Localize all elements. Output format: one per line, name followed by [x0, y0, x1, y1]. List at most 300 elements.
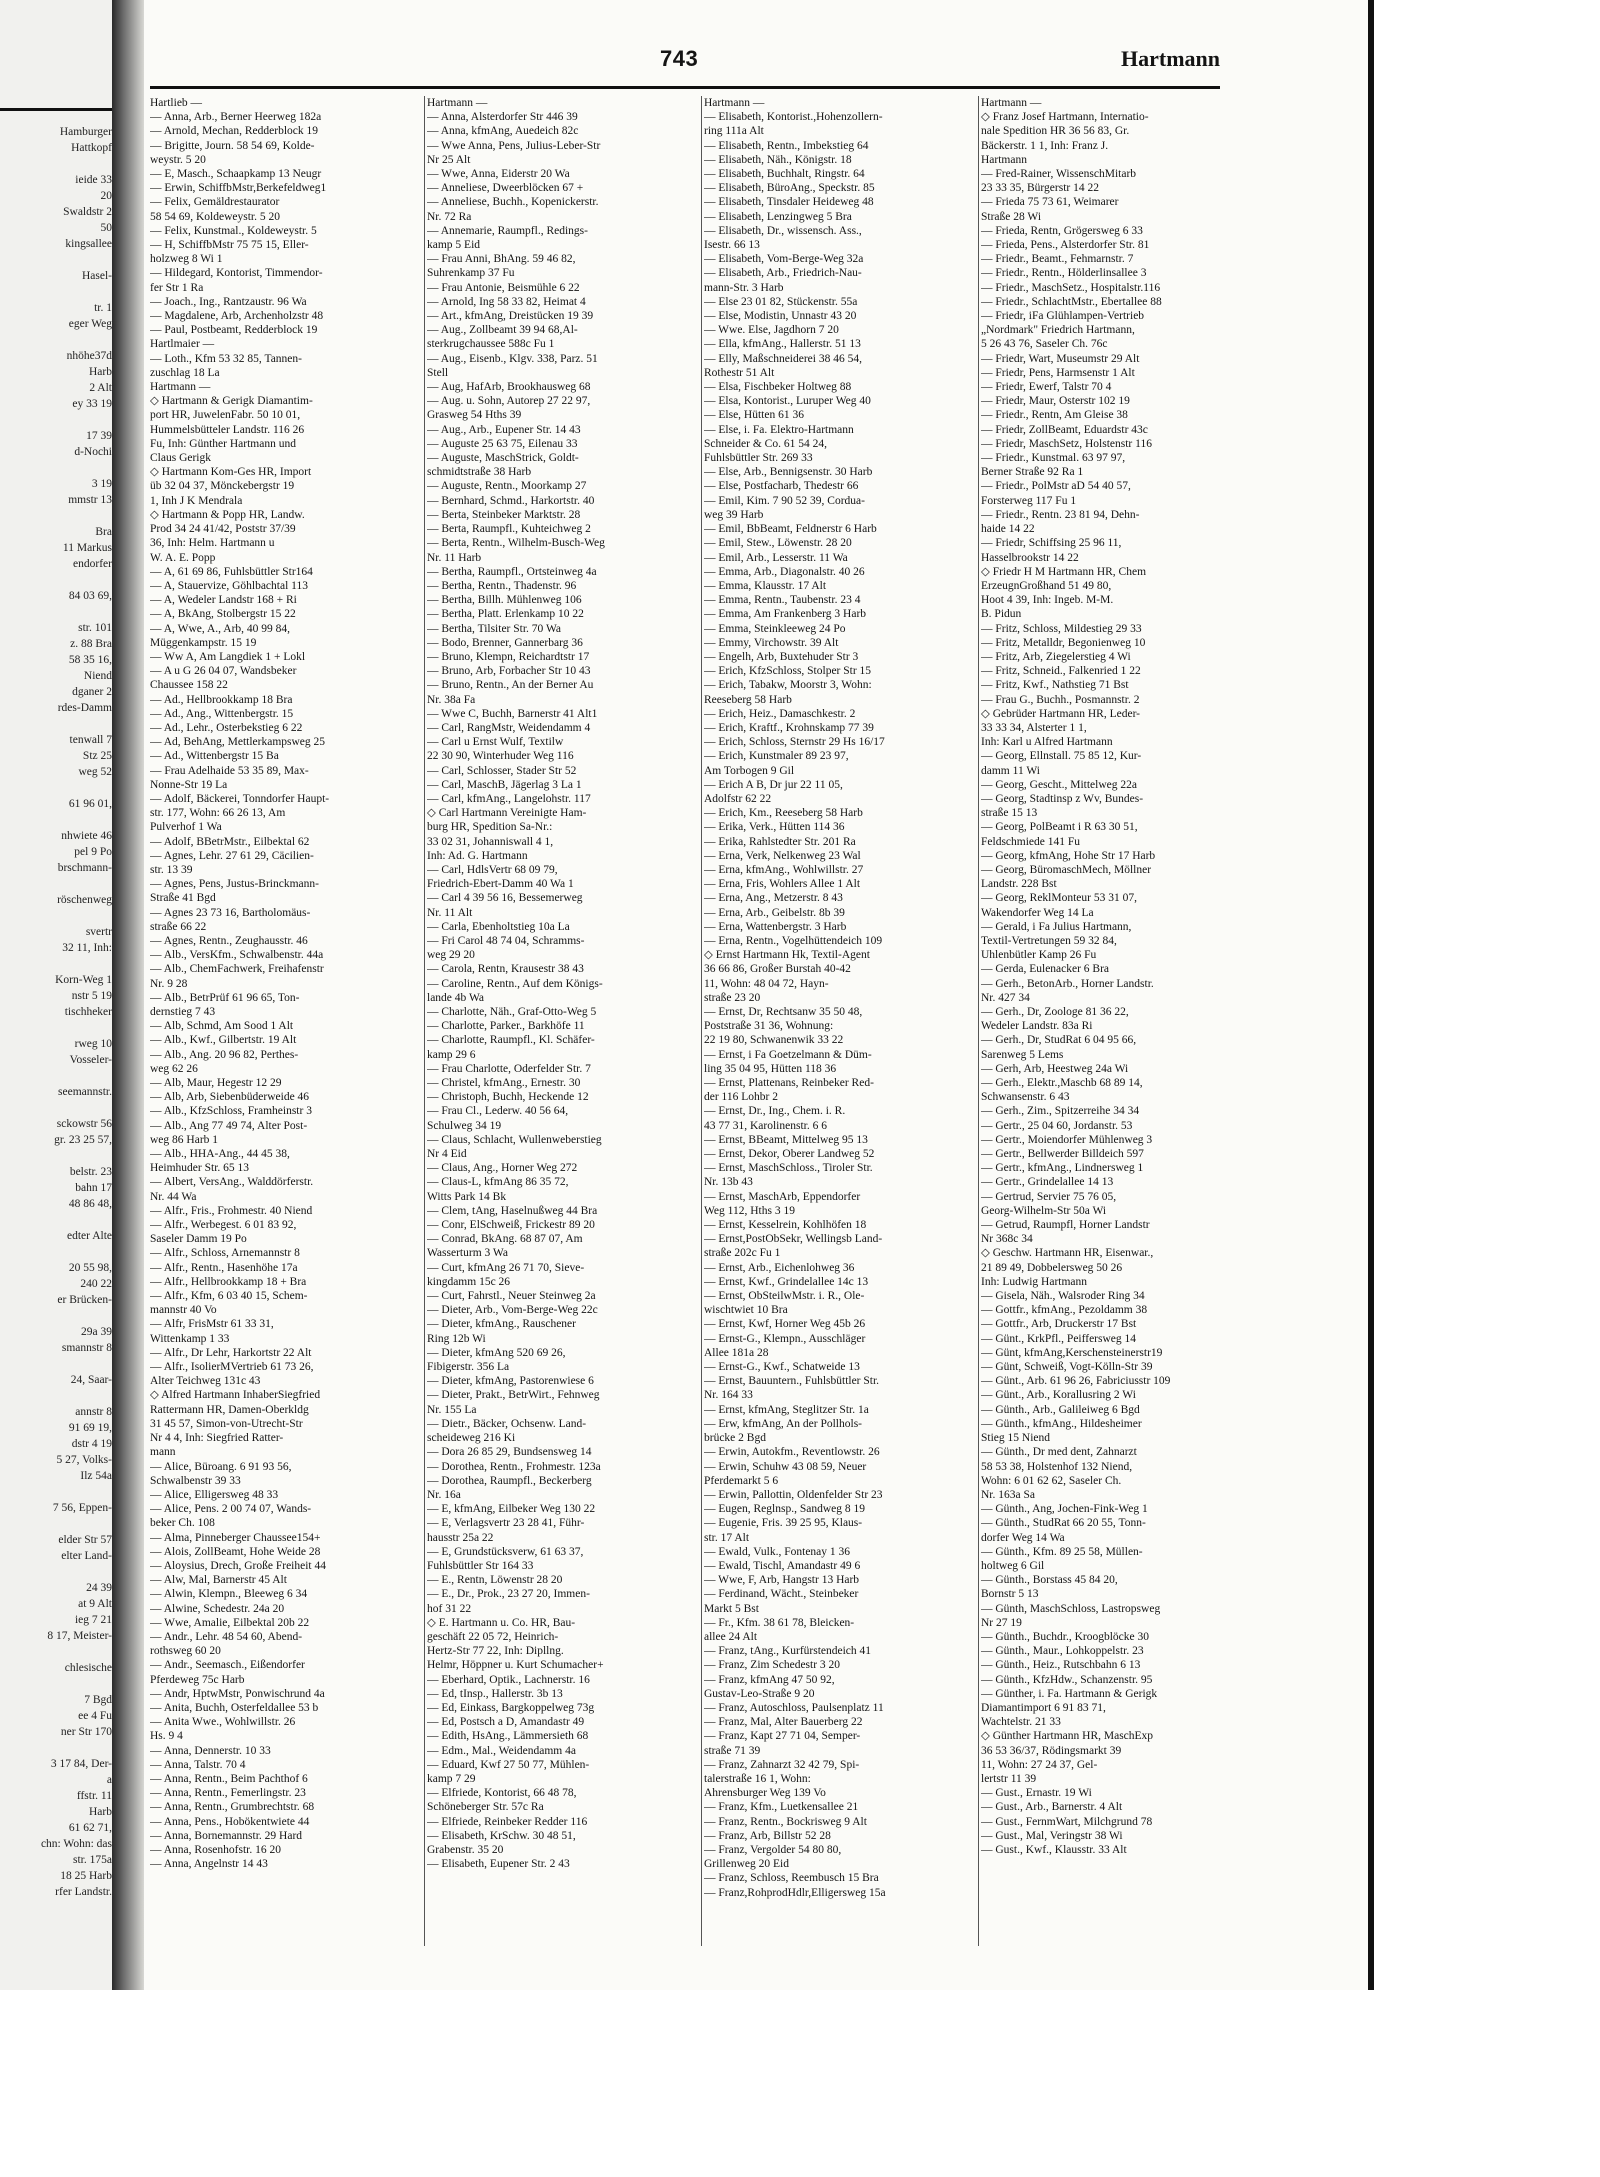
directory-entry: — Anna, kfmAng, Auedeich 82c	[427, 125, 579, 138]
directory-entry: Grasweg 54 Hths 39	[427, 409, 522, 422]
directory-entry: — Ed, Postsch a D, Amandastr 49	[427, 1716, 585, 1729]
left-page-line: ey 33 19	[72, 398, 112, 410]
directory-entry: — Dieter, Prakt., BetrWirt., Fehnweg	[427, 1389, 600, 1402]
directory-entry: — Ernst, i Fa Goetzelmann & Düm-	[704, 1048, 872, 1061]
directory-entry: — Frau Charlotte, Oderfelder Str. 7	[427, 1062, 591, 1075]
page-number: 743	[660, 46, 699, 71]
directory-entry: — Friedr, Maur, Osterstr 102 19	[981, 395, 1130, 408]
directory-entry: — Andr., Seemasch., Eißendorfer	[150, 1659, 305, 1672]
directory-entry: — Alb., KfzSchloss, Framheinstr 3	[150, 1105, 312, 1118]
directory-entry: Hartmann —	[150, 381, 211, 394]
directory-entry: — Gertr., 25 04 60, Jordanstr. 53	[981, 1119, 1133, 1132]
directory-entry: — Alice, Pens. 2 00 74 07, Wands-	[150, 1503, 312, 1516]
directory-entry: Allee 181a 28	[704, 1346, 769, 1359]
directory-entry: allee 24 Alt	[704, 1630, 758, 1643]
directory-entry: — Andr, HptwMstr, Ponwischrund 4a	[150, 1687, 325, 1700]
left-page-rule	[0, 108, 112, 111]
directory-entry: — Günth., StudRat 66 20 55, Tonn-	[981, 1517, 1146, 1530]
directory-entry: — Erich, Kunstmaler 89 23 97,	[704, 750, 849, 763]
directory-entry: — Christoph, Buchh, Heckende 12	[427, 1091, 589, 1104]
directory-entry: ◇ Hartmann & Gerigk Diamantim-	[150, 395, 313, 408]
header-rule	[150, 86, 1220, 89]
directory-entry: — Friedr., Rentn., Hölderlinsallee 3	[981, 267, 1147, 280]
directory-entry: — Frau G., Buchh., Posmannstr. 2	[981, 693, 1140, 706]
directory-entry: straße 66 22	[150, 920, 207, 933]
directory-entry: — Caroline, Rentn., Auf dem Königs-	[427, 977, 603, 990]
directory-entry: — Wwe C, Buchh, Barnerstr 41 Alt1	[427, 707, 598, 720]
left-page-line: 20	[100, 190, 112, 202]
left-page-line: d-Nochi	[74, 446, 112, 458]
column-divider	[978, 96, 979, 1946]
directory-entry: — Eugen, Reglnsp., Sandweg 8 19	[704, 1503, 865, 1516]
directory-entry: — Claus, Ang., Horner Weg 272	[427, 1162, 578, 1175]
directory-entry: — Fritz, Metalldr, Begonienweg 10	[981, 636, 1146, 649]
directory-entry: geschäft 22 05 72, Heinrich-	[427, 1630, 559, 1643]
directory-entry: Straße 41 Bgd	[150, 892, 216, 905]
directory-entry: — Anneliese, Buchh., Kopenickerstr.	[427, 196, 599, 209]
left-page-line: Vosseler-	[69, 1054, 112, 1066]
directory-entry: — Fri Carol 48 74 04, Schramms-	[427, 934, 585, 947]
directory-entry: — Gertr., kfmAng., Lindnersweg 1	[981, 1162, 1144, 1175]
directory-entry: — Alb, Schmd, Am Sood 1 Alt	[150, 1020, 294, 1033]
left-page-line: z. 88 Bra	[70, 638, 112, 650]
directory-entry: Weg 112, Hths 3 19	[704, 1204, 795, 1217]
directory-entry: — Wwe Anna, Pens, Julius-Leber-Str	[427, 139, 601, 152]
directory-entry: — Ernst-G., Kwf., Schatweide 13	[704, 1361, 860, 1374]
left-page-line: seemannstr.	[58, 1086, 112, 1098]
directory-entry: — Frau Anni, BhAng. 59 46 82,	[427, 253, 576, 266]
directory-entry: kamp 7 29	[427, 1772, 476, 1785]
directory-entry: — Anneliese, Dweerblöcken 67 +	[427, 182, 584, 195]
directory-entry: Hartlmaier —	[150, 338, 215, 351]
left-page-line	[0, 1644, 112, 1660]
directory-entry: üb 32 04 37, Mönckebergstr 19	[150, 480, 295, 493]
directory-entry: Claus Gerigk	[150, 452, 212, 465]
directory-entry: ◇ Geschw. Hartmann HR, Eisenwar.,	[981, 1247, 1154, 1260]
directory-entry: str. 17 Alt	[704, 1531, 750, 1544]
left-page-line	[0, 1212, 112, 1228]
directory-entry: — Charlotte, Raumpfl., Kl. Schäfer-	[427, 1034, 595, 1047]
directory-column-3	[704, 96, 976, 1956]
directory-entry: Wakendorfer Weg 14 La	[981, 906, 1094, 919]
directory-entry: — Gottfr., Arb, Druckerstr 17 Bst	[981, 1318, 1137, 1331]
left-page-line: tischheker	[64, 1006, 112, 1018]
directory-entry: — Anna, Bornemannstr. 29 Hard	[150, 1829, 303, 1842]
directory-entry: — Ernst, Arb., Eichenlohweg 36	[704, 1261, 855, 1274]
directory-entry: Stell	[427, 366, 449, 379]
directory-entry: Nr. 163a Sa	[981, 1488, 1035, 1501]
directory-entry: Schöneberger Str. 57c Ra	[427, 1801, 544, 1814]
directory-entry: — Carola, Rentn, Krausestr 38 43	[427, 963, 584, 976]
directory-entry: — E, Grundstücksverw, 61 63 37,	[427, 1545, 584, 1558]
directory-entry: — Auguste 25 63 75, Eilenau 33	[427, 437, 578, 450]
directory-entry: — Franz, Mal, Alter Bauerberg 22	[704, 1716, 863, 1729]
left-page-line: nstr 5 19	[71, 990, 112, 1002]
directory-entry: — Wwe, Amalie, Eilbektal 20b 22	[150, 1616, 310, 1629]
directory-entry: — Elisabeth, KrSchw. 30 48 51,	[427, 1829, 576, 1842]
directory-entry: — Agnes, Rentn., Zeughausstr. 46	[150, 934, 308, 947]
directory-entry: — Erna, Fris, Wohlers Allee 1 Alt	[704, 878, 861, 891]
directory-entry: — Gust., FernmWart, Milchgrund 78	[981, 1815, 1153, 1828]
directory-entry: — Gust., Arb., Barnerstr. 4 Alt	[981, 1801, 1123, 1814]
left-page-line: Harb	[89, 1806, 112, 1818]
directory-entry: — Else, i. Fa. Elektro-Hartmann	[704, 423, 854, 436]
directory-entry: zuschlag 18 La	[150, 366, 220, 379]
directory-entry: Sarenweg 5 Lems	[981, 1048, 1064, 1061]
directory-entry: Wedeler Landstr. 83a Ri	[981, 1020, 1093, 1033]
left-page-line	[0, 1148, 112, 1164]
directory-entry: Isestr. 66 13	[704, 239, 760, 252]
directory-entry: — Berta, Raumpfl., Kuhteichweg 2	[427, 523, 591, 536]
column-divider	[701, 96, 702, 1946]
directory-entry: Nr. 155 La	[427, 1403, 477, 1416]
left-page-line	[0, 1516, 112, 1532]
directory-entry: Nr. 427 34	[981, 991, 1030, 1004]
directory-entry: — Brigitte, Journ. 58 54 69, Kolde-	[150, 139, 315, 152]
directory-entry: — Getrud, Raumpfl, Horner Landstr	[981, 1219, 1150, 1232]
column-heading: Hartmann —	[981, 97, 1042, 109]
directory-entry: — Anita, Buchh, Osterfeldallee 53 b	[150, 1701, 319, 1714]
directory-entry: — Friedr, Schiffsing 25 96 11,	[981, 537, 1122, 550]
left-page-line: er Brücken-	[57, 1294, 112, 1306]
directory-entry: damm 11 Wi	[981, 764, 1040, 777]
left-page-line: ieide 33	[75, 174, 112, 186]
left-page-line: ee 4 Fu	[78, 1710, 112, 1722]
directory-entry: — Carl, kfmAng., Langelohstr. 117	[427, 792, 591, 805]
directory-entry: — Elisabeth, BüroAng., Speckstr. 85	[704, 182, 875, 195]
running-head: Hartmann	[1121, 46, 1220, 71]
left-page-line: 24, Saar-	[70, 1374, 112, 1386]
directory-entry: — Günth., kfmAng., Hildesheimer	[981, 1417, 1142, 1430]
left-page-line: sckowstr 56	[56, 1118, 112, 1130]
directory-entry: — Gertr., Moiendorfer Mühlenweg 3	[981, 1133, 1153, 1146]
directory-entry: — Alwine, Schedestr. 24a 20	[150, 1602, 285, 1615]
directory-entry: — Emma, Klausstr. 17 Alt	[704, 579, 827, 592]
directory-entry: — Günth., Maur., Lohkoppelstr. 23	[981, 1645, 1144, 1658]
directory-entry: — Bertha, Tilsiter Str. 70 Wa	[427, 622, 561, 635]
directory-entry: — Gerh., BetonArb., Horner Landstr.	[981, 977, 1154, 990]
directory-entry: Nr 368c 34	[981, 1233, 1033, 1246]
directory-entry: Textil-Vertretungen 59 32 84,	[981, 934, 1117, 947]
directory-entry: — Friedr., PolMstr aD 54 40 57,	[981, 480, 1131, 493]
column-heading: Hartmann —	[704, 97, 765, 109]
directory-entry: — Friedr, MaschSetz, Holstenstr 116	[981, 437, 1152, 450]
directory-entry: mann-Str. 3 Harb	[704, 281, 784, 294]
directory-entry: — Erwin, SchiffbMstr,Berkefeldweg1	[150, 182, 327, 195]
directory-entry: — Paul, Postbeamt, Redderblock 19	[150, 324, 318, 337]
directory-entry: Adolfstr 62 22	[704, 792, 772, 805]
left-page-line: str. 101	[78, 622, 112, 634]
directory-entry: Markt 5 Bst	[704, 1602, 759, 1615]
directory-entry: scheideweg 216 Ki	[427, 1432, 516, 1445]
directory-entry: — Alb., Kwf., Gilbertstr. 19 Alt	[150, 1034, 297, 1047]
directory-entry: — Elisabeth, Eupener Str. 2 43	[427, 1858, 570, 1871]
directory-entry: — Ewald, Tischl, Amandastr 49 6	[704, 1559, 861, 1572]
directory-entry: — Günt., Arb., Korallusring 2 Wi	[981, 1389, 1136, 1402]
directory-entry: — Carla, Ebenholtstieg 10a La	[427, 920, 570, 933]
directory-entry: — Ernst, Dekor, Oberer Landweg 52	[704, 1148, 875, 1161]
left-page-line: 61 96 01,	[68, 798, 112, 810]
directory-entry: — Friedr, Ewerf, Talstr 70 4	[981, 381, 1112, 394]
directory-entry: — Else, Postfacharb, Thedestr 66	[704, 480, 859, 493]
directory-entry: — Franz, Autoschloss, Paulsenplatz 11	[704, 1701, 884, 1714]
left-page-line	[0, 780, 112, 796]
directory-entry: — Charlotte, Parker., Barkhöfe 11	[427, 1020, 585, 1033]
directory-entry: Inh: Ad. G. Hartmann	[427, 849, 528, 862]
directory-entry: ling 35 04 95, Hütten 118 36	[704, 1062, 837, 1075]
directory-entry: — Ernst, Plattenans, Reinbeker Red-	[704, 1077, 874, 1090]
directory-entry: — Günt., Arb. 61 96 26, Fabriciusstr 109	[981, 1375, 1171, 1388]
directory-entry: — Carl 4 39 56 16, Bessemerweg	[427, 892, 583, 905]
directory-entry: — Elisabeth, Buchhalt, Ringstr. 64	[704, 168, 865, 181]
left-page-line: Bra	[95, 526, 112, 538]
directory-entry: — Clem, tAng, Haselnußweg 44 Bra	[427, 1204, 598, 1217]
directory-entry: — Frau Antonie, Beismühle 6 22	[427, 281, 580, 294]
left-page-line	[0, 1308, 112, 1324]
directory-entry: — Erna, Wattenbergstr. 3 Harb	[704, 920, 847, 933]
directory-entry: B. Pidun	[981, 608, 1022, 621]
directory-entry: — Anita Wwe., Wohlwillstr. 26	[150, 1716, 296, 1729]
left-page-line: endorfer	[73, 558, 112, 570]
directory-entry: Landstr. 228 Bst	[981, 878, 1057, 891]
directory-entry: 31 45 57, Simon-von-Utrecht-Str	[150, 1417, 303, 1430]
directory-entry: — Aug., Arb., Eupener Str. 14 43	[427, 423, 581, 436]
directory-entry: — Friedr, Wart, Museumstr 29 Alt	[981, 352, 1140, 365]
directory-entry: weg 62 26	[150, 1062, 198, 1075]
directory-entry: — Elisabeth, Dr., wissensch. Ass.,	[704, 224, 862, 237]
directory-entry: — Alice, Büroang. 6 91 93 56,	[150, 1460, 292, 1473]
directory-entry: — Anna, Rosenhofstr. 16 20	[150, 1843, 281, 1856]
directory-entry: — Erich, Heiz., Damaschkestr. 2	[704, 707, 856, 720]
directory-entry: — E., Dr., Prok., 23 27 20, Immen-	[427, 1588, 590, 1601]
directory-entry: ◇ Carl Hartmann Vereinigte Ham-	[427, 807, 587, 820]
directory-entry: — Ferdinand, Wächt., Steinbeker	[704, 1588, 859, 1601]
left-page-line: rweg 10	[74, 1038, 112, 1050]
directory-entry: kamp 29 6	[427, 1048, 476, 1061]
directory-entry: 11, Wohn: 27 24 37, Gel-	[981, 1758, 1098, 1771]
directory-entry: Nr. 13b 43	[704, 1176, 753, 1189]
directory-entry: — Günth., Borstass 45 84 20,	[981, 1574, 1118, 1587]
directory-entry: Nr. 11 Alt	[427, 906, 473, 919]
directory-entry: — Günth., Kfm. 89 25 58, Müllen-	[981, 1545, 1143, 1558]
directory-entry: Feldschmiede 141 Fu	[981, 835, 1081, 848]
directory-entry: — Bodo, Brenner, Gannerbarg 36	[427, 636, 583, 649]
directory-entry: — Emma, Steinkleeweg 24 Po	[704, 622, 846, 635]
directory-entry: — Georg, PolBeamt i R 63 30 51,	[981, 821, 1138, 834]
left-page-line: Hamburger	[59, 126, 112, 138]
directory-entry: Alter Teichweg 131c 43	[150, 1375, 261, 1388]
directory-entry: — Agnes, Pens, Justus-Brinckmann-	[150, 878, 319, 891]
directory-entry: — Gust., Mal, Veringstr 38 Wi	[981, 1829, 1123, 1842]
directory-entry: — Friedr., SchlachtMstr., Ebertallee 88	[981, 295, 1162, 308]
directory-entry: Ring 12b Wi	[427, 1332, 486, 1345]
directory-entry: — Aug., Eisenb., Klgv. 338, Parz. 51	[427, 352, 598, 365]
directory-entry: 1, Inh J K Mendrala	[150, 494, 243, 507]
directory-entry: — Franz, Vergolder 54 80 80,	[704, 1843, 842, 1856]
directory-entry: — Franz, Rentn., Bockrisweg 9 Alt	[704, 1815, 867, 1828]
directory-entry: — Ernst, MaschSchloss., Tiroler Str.	[704, 1162, 873, 1175]
directory-entry: — Carl, Schlosser, Stader Str 52	[427, 764, 577, 777]
directory-entry: — Franz, Kapt 27 71 04, Semper-	[704, 1730, 861, 1743]
directory-entry: — Andr., Lehr. 48 54 60, Abend-	[150, 1630, 303, 1643]
directory-entry: — Alfr., Rentn., Hasenhöhe 17a	[150, 1261, 298, 1274]
directory-entry: — Dorothea, Raumpfl., Beckerberg	[427, 1474, 592, 1487]
directory-entry: Nr 25 Alt	[427, 153, 471, 166]
directory-entry: Straße 28 Wi	[981, 210, 1042, 223]
directory-entry: — Alfr., Kfm, 6 03 40 15, Schem-	[150, 1290, 308, 1303]
directory-entry: — Erich A B, Dr jur 22 11 05,	[704, 778, 843, 791]
left-page-line: Korn-Weg 1	[55, 974, 112, 986]
left-page-line: eger Weg	[68, 318, 112, 330]
directory-entry: — Alfr., Werbegest. 6 01 83 92,	[150, 1219, 297, 1232]
directory-entry: — Erich, Schloss, Sternstr 29 Hs 16/17	[704, 736, 885, 749]
left-page-line: 58 35 16,	[68, 654, 112, 666]
directory-entry: Am Torbogen 9 Gil	[704, 764, 795, 777]
directory-entry: — Gisela, Näh., Walsroder Ring 34	[981, 1290, 1145, 1303]
left-page-line: 5 27, Volks-	[56, 1454, 112, 1466]
left-page-line	[0, 876, 112, 892]
directory-entry: — Claus-L, kfmAng 86 35 72,	[427, 1176, 569, 1189]
directory-entry: — Gottfr., kfmAng., Pezoldamm 38	[981, 1304, 1148, 1317]
directory-entry: straße 15 13	[981, 807, 1038, 820]
left-page-line: Hasel-	[81, 270, 112, 282]
directory-entry: — Alb., Ang. 20 96 82, Perthes-	[150, 1048, 299, 1061]
left-page-line: 8 17, Meister-	[47, 1630, 112, 1642]
directory-entry: „Nordmark" Friedrich Hartmann,	[981, 324, 1135, 337]
directory-entry: Nr. 16a	[427, 1488, 461, 1501]
directory-entry: Inh: Ludwig Hartmann	[981, 1275, 1088, 1288]
directory-entry: ◇ Ernst Hartmann Hk, Textil-Agent	[704, 949, 870, 962]
directory-entry: Pferdeweg 75c Harb	[150, 1673, 245, 1686]
directory-entry: ◇ Hartmann & Popp HR, Landw.	[150, 508, 305, 521]
directory-entry: lande 4b Wa	[427, 991, 484, 1004]
directory-entry: Nr 4 Eid	[427, 1148, 467, 1161]
directory-entry: — Fred-Rainer, WissenschMitarb	[981, 168, 1137, 181]
left-page-line: edter Alte	[66, 1230, 112, 1242]
left-page-line: Harb	[89, 366, 112, 378]
directory-entry: W. A. E. Popp	[150, 551, 216, 564]
directory-entry: — Dora 26 85 29, Bundsensweg 14	[427, 1446, 592, 1459]
left-page-line: brschmann-	[57, 862, 112, 874]
directory-entry: str. 177, Wohn: 66 26 13, Am	[150, 807, 286, 820]
directory-entry: ◇ Alfred Hartmann InhaberSiegfried	[150, 1389, 321, 1402]
left-page-line: röschenweg	[57, 894, 112, 906]
page-header	[150, 42, 1220, 82]
left-page-line	[0, 572, 112, 588]
directory-entry: — Dietr., Bäcker, Ochsenw. Land-	[427, 1417, 587, 1430]
directory-entry: weg 86 Harb 1	[150, 1133, 219, 1146]
directory-entry: — Frieda, Pens., Alsterdorfer Str. 81	[981, 239, 1150, 252]
directory-entry: Stieg 15 Niend	[981, 1432, 1050, 1445]
directory-entry: — Bruno, Klempn, Reichardtstr 17	[427, 650, 590, 663]
directory-entry: — Carl, MaschB, Jägerlag 3 La 1	[427, 778, 582, 791]
directory-entry: — Ed, Einkass, Bargkoppelweg 73g	[427, 1701, 595, 1714]
directory-entry: — Conrad, BkAng. 68 87 07, Am	[427, 1233, 583, 1246]
directory-entry: Diamantimport 6 91 83 71,	[981, 1701, 1106, 1714]
directory-entry: burg HR, Spedition Sa-Nr.:	[427, 821, 553, 834]
directory-entry: — Berta, Rentn., Wilhelm-Busch-Weg	[427, 537, 605, 550]
directory-entry: — Ernst, Dr, Rechtsanw 35 50 48,	[704, 1006, 863, 1018]
directory-entry: Fibigerstr. 356 La	[427, 1361, 510, 1374]
directory-entry: 22 30 90, Winterhuder Weg 116	[427, 750, 574, 763]
directory-entry: — A, Wwe, A., Arb, 40 99 84,	[150, 622, 291, 635]
directory-entry: — Elly, Maßschneiderei 38 46 54,	[704, 352, 862, 365]
left-page-line: elter Land-	[61, 1550, 112, 1562]
directory-entry: — Anna, Dennerstr. 10 33	[150, 1744, 271, 1757]
directory-entry: Hertz-Str 77 22, Inh: Dipllng.	[427, 1645, 564, 1658]
directory-entry: — Annemarie, Raumpfl., Redings-	[427, 224, 588, 237]
directory-entry: — Fritz, Schneid., Falkenried 1 22	[981, 665, 1141, 678]
directory-entry: — Wwe, F, Arb, Hangstr 13 Harb	[704, 1574, 860, 1587]
directory-entry: — Frieda 75 73 61, Weimarer	[981, 196, 1119, 209]
directory-entry: — Günt., KrkPfl., Peiffersweg 14	[981, 1332, 1137, 1345]
left-page-line: 24 39	[86, 1582, 112, 1594]
directory-entry: 22 19 80, Schwanenwik 33 22	[704, 1034, 844, 1047]
directory-entry: Fuhlsbüttler Str 164 33	[427, 1559, 534, 1572]
directory-entry: — Auguste, MaschStrick, Goldt-	[427, 452, 579, 465]
directory-entry: — Emil, BbBeamt, Feldnerstr 6 Harb	[704, 523, 877, 536]
directory-entry: Grillenweg 20 Eid	[704, 1858, 789, 1871]
directory-entry: talerstraße 16 1, Wohn:	[704, 1772, 811, 1785]
left-page-line	[0, 908, 112, 924]
left-page-line: 7 56, Eppen-	[52, 1502, 112, 1514]
directory-entry: — Emil, Kim. 7 90 52 39, Cordua-	[704, 494, 865, 507]
directory-entry: — Frau Cl., Lederw. 40 56 64,	[427, 1105, 569, 1118]
left-page-line: 48 86 48,	[68, 1198, 112, 1210]
left-page-line	[0, 1244, 112, 1260]
directory-entry: — Bruno, Rentn., An der Berner Au	[427, 679, 594, 692]
directory-entry: — Georg, kfmAng, Hohe Str 17 Harb	[981, 849, 1156, 862]
directory-entry: 36, Inh: Helm. Hartmann u	[150, 537, 275, 550]
directory-entry: — Joach., Ing., Rantzaustr. 96 Wa	[150, 295, 307, 308]
directory-entry: — Elisabeth, Arb., Friedrich-Nau-	[704, 267, 862, 280]
directory-entry: — Erich, KfzSchloss, Stolper Str 15	[704, 665, 872, 678]
directory-entry: — E, Masch., Schaapkamp 13 Neugr	[150, 168, 322, 181]
directory-entry: Wohn: 6 01 62 62, Saseler Ch.	[981, 1474, 1122, 1487]
directory-entry: — Felix, Gemäldrestaurator	[150, 196, 280, 209]
directory-entry: — Aloysius, Drech, Große Freiheit 44	[150, 1559, 326, 1572]
directory-entry: Nr 27 19	[981, 1616, 1022, 1629]
directory-entry: — Ww A, Am Langdiek 1 + Lokl	[150, 650, 306, 663]
directory-entry: straße 202c Fu 1	[704, 1247, 781, 1260]
directory-entry: — Gerh., Elektr.,Maschb 68 89 14,	[981, 1077, 1143, 1090]
directory-entry: Reeseberg 58 Harb	[704, 693, 792, 706]
directory-entry: schmidtstraße 38 Harb	[427, 466, 532, 479]
left-page-line: 7 Bgd	[84, 1694, 112, 1706]
directory-entry: — Gertrud, Servier 75 76 05,	[981, 1190, 1117, 1203]
directory-entry: Saseler Damm 19 Po	[150, 1233, 247, 1246]
directory-entry: Bäckerstr. 1 1, Inh: Franz J.	[981, 139, 1109, 152]
directory-entry: — Emma, Rentn., Taubenstr. 23 4	[704, 594, 861, 607]
directory-entry: — Agnes 23 73 16, Bartholomäus-	[150, 906, 311, 919]
left-page-line: ner Str 170	[60, 1726, 112, 1738]
directory-entry: 23 33 35, Bürgerstr 14 22	[981, 182, 1099, 195]
directory-entry: — Else, Modistin, Unnastr 43 20	[704, 310, 857, 323]
directory-entry: — Franz, tAng., Kurfürstendeich 41	[704, 1645, 872, 1658]
directory-entry: — Ad., Ang., Wittenbergstr. 15	[150, 707, 294, 720]
directory-entry: — Franz, Arb, Billstr 52 28	[704, 1829, 831, 1842]
directory-entry: — Elsa, Fischbeker Holtweg 88	[704, 381, 852, 394]
left-page-line: Ilz 54a	[80, 1470, 112, 1482]
directory-entry: — A, 61 69 86, Fuhlsbüttler Str164	[150, 565, 313, 578]
directory-entry: — Hildegard, Kontorist, Timmendor-	[150, 267, 323, 280]
directory-entry: — Ernst, ObSteilwMstr. i. R., Ole-	[704, 1290, 865, 1303]
left-page-line	[0, 1676, 112, 1692]
directory-entry: — Aug., Zollbeamt 39 94 68,Al-	[427, 324, 578, 337]
left-page-line	[0, 284, 112, 300]
directory-entry: 11, Wohn: 48 04 72, Hayn-	[704, 977, 829, 990]
directory-entry: — Ad., Wittenbergstr 15 Ba	[150, 750, 279, 763]
